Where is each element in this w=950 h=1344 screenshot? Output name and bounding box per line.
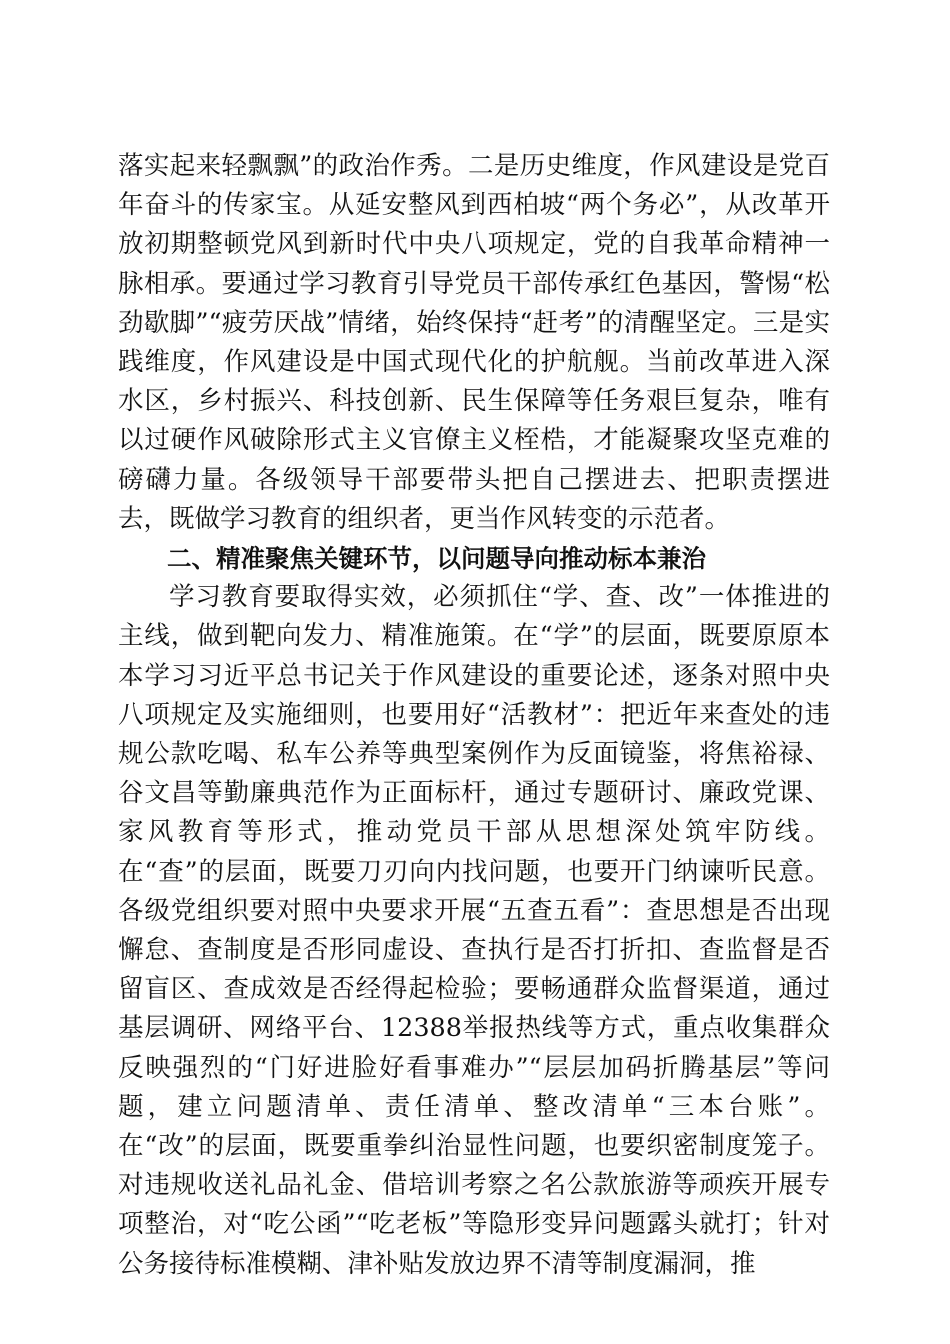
document-body	[118, 147, 830, 1284]
paragraph-body: 学习教育要取得实效，必须抓住“学、查、改”一体推进的主线，做到靶向发力、精准施策。在“学”的层面，既要原原本本学习习近平总书记关于作风建设的重要论述，逐条对照中央八项规定及实施细则，也要用好“活教材”：把近年来查处的违规公款吃喝、私车公养等典型案例作为反面镜鉴，将焦裕禄、谷文昌等勤廉典范作为正面标杆，通过专题研讨、廉政党课、家风教育等形式，推动党员干部从思想深处筑牢防线。在“查”的层面，既要刀刃向内找问题，也要开门纳谏听民意。各级党组织要对照中央要求开展“五查五看”：查思想是否出现懈怠、查制度是否形同虚设、查执行是否打折扣、查监督是否留盲区、查成效是否经得起检验；要畅通群众监督渠道，通过基层调研、网络平台、12388举报热线等方式，重点收集群众反映强烈的“门好进脸好看事难办”“层层加码折腾基层”等问题，建立问题清单、责任清单、整改清单“三本台账”。在“改”的层面，既要重拳纠治显性问题，也要织密制度笼子。对违规收送礼品礼金、借培训考察之名公款旅游等顽疾开展专项整治，对“吃公函”“吃老板”等隐形变异问题露头就打；针对公务接待标准模糊、津补贴发放边界不清等制度漏洞，推	[118, 582, 830, 1279]
section-heading: 二、精准聚焦关键环节，以问题导向推动标本兼治	[167, 544, 706, 574]
paragraph-continued: 落实起来轻飘飘”的政治作秀。二是历史维度，作风建设是党百年奋斗的传家宝。从延安整风到西柏坡“两个务必”，从改革开放初期整顿党风到新时代中央八项规定，党的自我革命精神一脉相承。要通过学习教育引导党员干部传承红色基因，警惕“松劲歇脚”“疲劳厌战”情绪，始终保持“赶考”的清醒坚定。三是实践维度，作风建设是中国式现代化的护航舰。当前改革进入深水区，乡村振兴、科技创新、民生保障等任务艰巨复杂，唯有以过硬作风破除形式主义官僚主义桎梏，才能凝聚攻坚克难的磅礴力量。各级领导干部要带头把自己摆进去、把职责摆进去，既做学习教育的组织者，更当作风转变的示范者。	[118, 151, 830, 534]
